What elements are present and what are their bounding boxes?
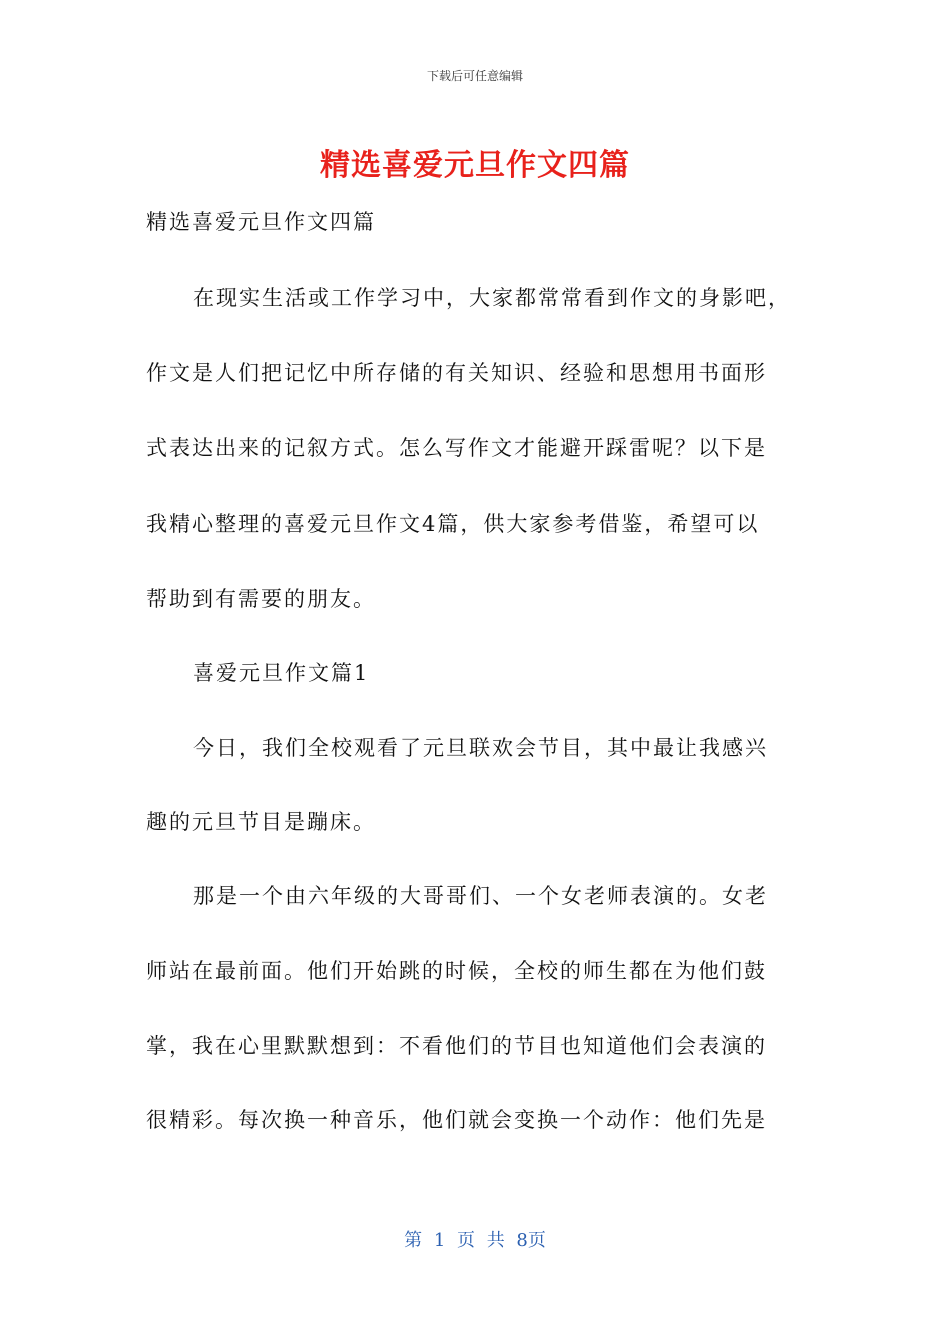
paragraph-line: 今日，我们全校观看了元旦联欢会节目，其中最让我感兴 bbox=[193, 736, 768, 760]
paragraph-line: 师站在最前面。他们开始跳的时候，全校的师生都在为他们鼓 bbox=[146, 959, 767, 983]
paragraph-line: 很精彩。每次换一种音乐，他们就会变换一个动作：他们先是 bbox=[146, 1108, 767, 1132]
paragraph-line: 我精心整理的喜爱元旦作文4篇，供大家参考借鉴，希望可以 bbox=[146, 512, 760, 536]
paragraph-line: 掌，我在心里默默想到：不看他们的节目也知道他们会表演的 bbox=[146, 1034, 767, 1058]
document-subtitle: 精选喜爱元旦作文四篇 bbox=[146, 210, 376, 234]
paragraph-line: 趣的元旦节目是蹦床。 bbox=[146, 810, 376, 834]
paragraph-line: 那是一个由六年级的大哥哥们、一个女老师表演的。女老 bbox=[193, 884, 768, 908]
paragraph-line: 帮助到有需要的朋友。 bbox=[146, 587, 376, 611]
paragraph-line: 作文是人们把记忆中所存储的有关知识、经验和思想用书面形 bbox=[146, 361, 767, 385]
paragraph-line: 在现实生活或工作学习中，大家都常常看到作文的身影吧， bbox=[193, 286, 791, 310]
header-note: 下载后可任意编辑 bbox=[426, 69, 523, 83]
paragraph-line: 式表达出来的记叙方式。怎么写作文才能避开踩雷呢？以下是 bbox=[146, 436, 767, 460]
page-number: 第 1 页 共 8页 bbox=[404, 1230, 546, 1251]
document-title: 精选喜爱元旦作文四篇 bbox=[320, 148, 630, 183]
section-heading: 喜爱元旦作文篇1 bbox=[193, 661, 370, 685]
